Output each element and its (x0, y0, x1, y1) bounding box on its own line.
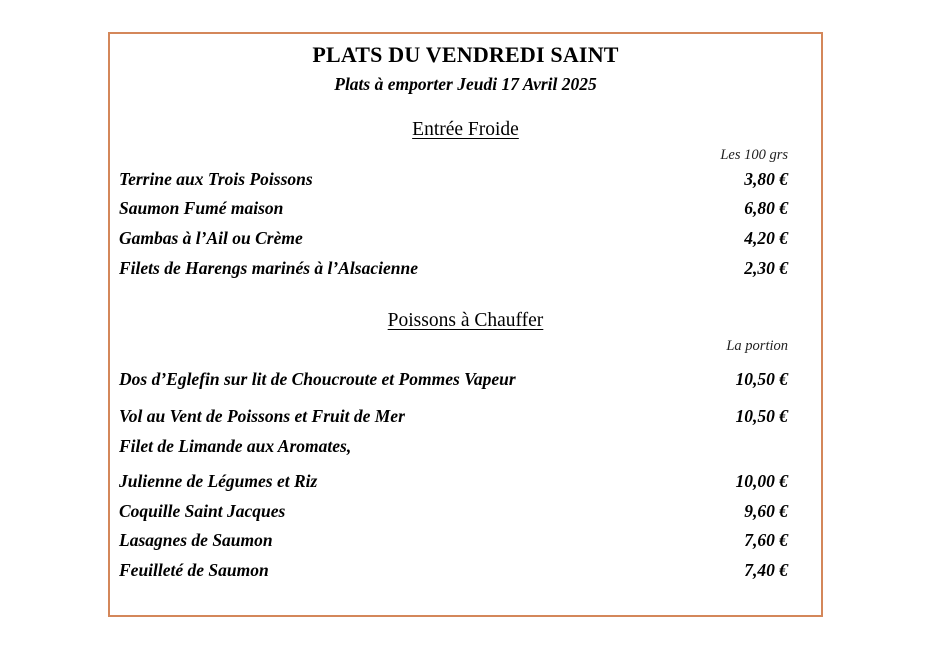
menu-item (119, 530, 788, 554)
menu-item-name: Coquille Saint Jacques (119, 501, 286, 521)
menu-item-name: Filet de Limande aux Aromates, (119, 436, 352, 456)
menu-item-price: 7,40 € (744, 560, 788, 580)
menu-item-name: Gambas à l’Ail ou Crème (119, 228, 303, 248)
menu-item-price: 3,80 € (744, 169, 788, 189)
menu-item (119, 471, 788, 495)
menu-item-price: 10,00 € (735, 471, 788, 491)
menu-item (119, 198, 788, 222)
menu-item (119, 169, 788, 193)
menu-item-price: 9,60 € (744, 501, 788, 521)
menu-frame (108, 32, 823, 617)
menu-item-name: Dos d’Eglefin sur lit de Choucroute et Pommes Vapeur (119, 369, 516, 389)
menu-item (119, 406, 788, 430)
menu-item (119, 560, 788, 584)
menu-item-price: 4,20 € (744, 228, 788, 248)
menu-item-name: Saumon Fumé maison (119, 198, 284, 218)
menu-item-name: Terrine aux Trois Poissons (119, 169, 313, 189)
page-subtitle: Plats à emporter Jeudi 17 Avril 2025 (334, 74, 597, 94)
menu-item-name: Lasagnes de Saumon (119, 530, 273, 550)
menu-item (119, 228, 788, 252)
menu-item-price: 10,50 € (735, 369, 788, 389)
menu-item (119, 369, 788, 393)
menu-item-name: Feuilleté de Saumon (119, 560, 269, 580)
menu-item-name: Julienne de Légumes et Riz (119, 471, 318, 491)
section-title-entree-froide: Entrée Froide (412, 119, 519, 140)
menu-item (119, 258, 788, 282)
menu-item-price: 6,80 € (744, 198, 788, 218)
menu-item-name: Vol au Vent de Poissons et Fruit de Mer (119, 406, 405, 426)
menu-item-price: 7,60 € (744, 530, 788, 550)
page-title: PLATS DU VENDREDI SAINT (312, 42, 619, 67)
menu-item-name: Filets de Harengs marinés à l’Alsacienne (119, 258, 418, 278)
menu-item (119, 436, 788, 460)
unit-note-per-100g: Les 100 grs (720, 147, 788, 163)
menu-item (119, 501, 788, 525)
unit-note-per-portion: La portion (726, 338, 788, 354)
section-title-poissons-a-chauffer: Poissons à Chauffer (387, 310, 544, 331)
menu-item-price: 10,50 € (735, 406, 788, 426)
menu-item-price: 2,30 € (744, 258, 788, 278)
